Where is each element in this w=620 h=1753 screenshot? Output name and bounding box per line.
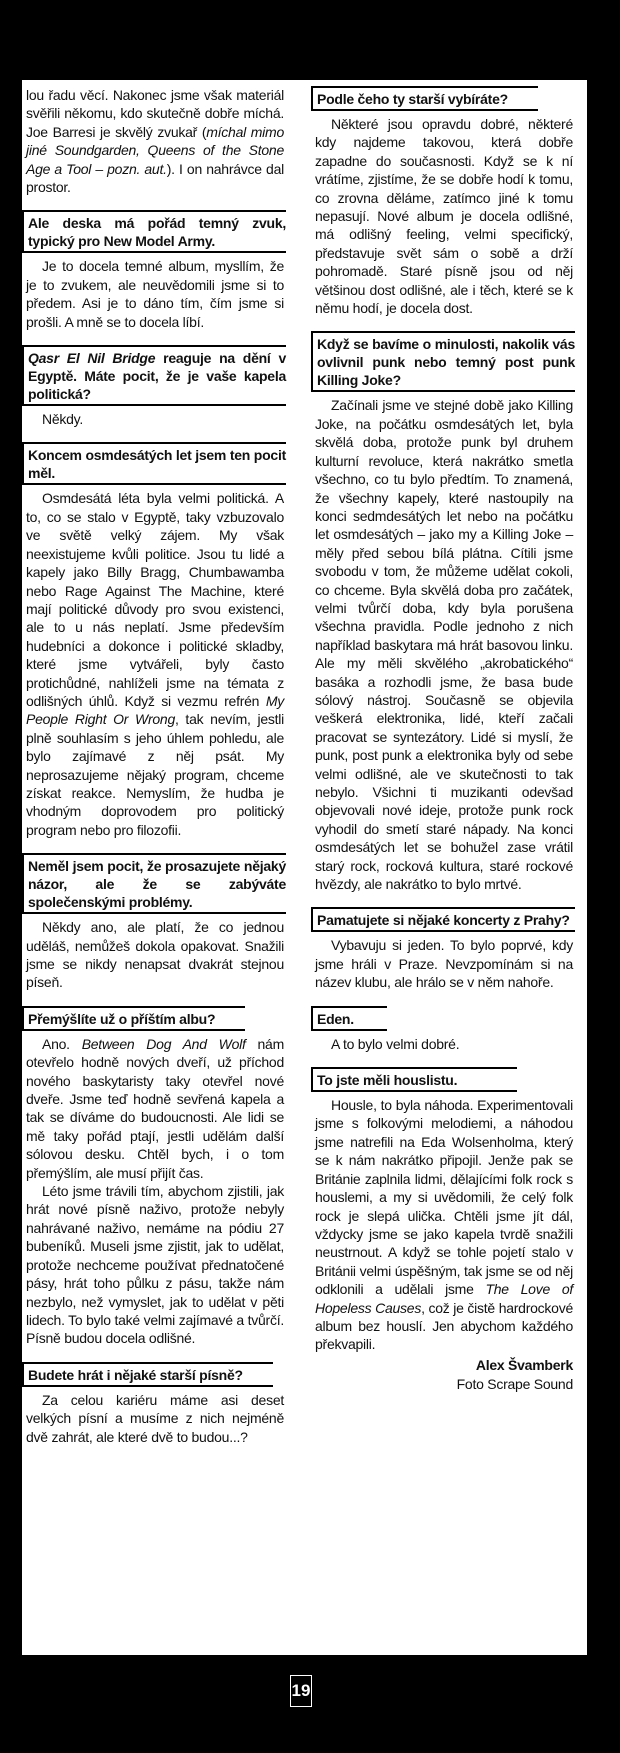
question-box: Přemýšlíte už o příštím albu?: [22, 1006, 245, 1031]
answer-paragraph: Vybavuju si jeden. To bylo poprvé, kdy jsme hráli v Praze. Nevzpomínám si na název klubu, ale hrálo se v něm nahoře.: [315, 937, 573, 991]
question-box: Pamatujete si nějaké koncerty z Prahy?: [311, 907, 575, 932]
intro-paragraph: [26, 86, 284, 196]
answer-paragraph: Za celou kariéru máme asi deset velkých písní a musíme z nich nejméně dvě zahrát, ale které dvě to budou...?: [26, 1391, 284, 1445]
answer-paragraph: Je to docela temné album, mysllím, že je to zvukem, ale neuvědomili jsme si to předem. Asi je to dáno tím, čím jsme si prošli. A mně se to docela líbí.: [26, 258, 284, 330]
answer-text-3: , tak nevím, jestli plně souhlasím s jeho úhlem pohledu, ale bylo zajímavé z něj psát. My neprosazujeme nějaký program, chceme získat reakce. Nemyslím, že hudba je vhodným doprovodem pro politický program nebo pro filozofii.: [26, 711, 284, 838]
answer-paragraph: A to bylo velmi dobré.: [331, 1035, 460, 1052]
answer-text-3: , což je čistě hardrockové album bez houslí. Jen abychom každého překvapili.: [315, 1299, 573, 1353]
intro-text-3: ). I on nahrávce dal prostor.: [26, 160, 284, 196]
magazine-page: [22, 80, 587, 1655]
answer-text-1: Ano.: [42, 1035, 82, 1052]
answer-paragraph: Léto jsme trávili tím, abychom zjistili, jak hrát nové písně naživo, protože nebyly nahrávané naživo, nemáme na pódiu 27 bubeníků. Museli jsme zjistit, jak to udělat, protože nechceme používat přednatočené pásy, hrát toho půlku z pásu, takže nám nezbylo, než vymyslet, jak to udělat v pěti lidech. To bylo také velmi zajímavé a tvůrčí. Písně budou docela odlišné.: [26, 1183, 284, 1347]
author-name: Alex Švamberk: [475, 1356, 573, 1373]
answer-paragraph: Někdy.: [42, 411, 84, 428]
answer-text-1: Osmdesátá léta byla velmi politická. A to, co se stalo v Egyptě, taky vzbuzovalo ve světě velký zájem. My však neexistujeme kvůli politice. Jsou tu lidé a kapely jako Billy Bragg, Chumbawamba nebo Rage Against The Machine, které mají politické důvody pro svou existenci, ale to u nás neplatí. Jsme především hudebníci a dokonce i politické skladby, které jsme vytvářeli, byly často protichůdné, nahlíželi jsme na témata z odlišných úhlů. Když si vezmu refrén: [26, 490, 284, 709]
right-column: [315, 86, 573, 1394]
photo-credit: Foto Scrape Sound: [456, 1375, 573, 1392]
left-column: [26, 86, 284, 1446]
question-box: Podle čeho ty starší vybíráte?: [311, 86, 538, 111]
answer-paragraph: [26, 489, 284, 839]
question-italic-title: Qasr El Nil Bridge: [28, 350, 156, 367]
question-box: Budete hrát i nějaké starší písně?: [22, 1362, 273, 1387]
question-box: Eden.: [311, 1006, 387, 1031]
answer-text-3: nám otevřelo hodně nových dveří, už příchod nového baskytaristy taky otevřel nové dveře. Jsme teď hodně sevřená kapela a tak se díváme do budoucnosti. Ale lidi se mě taky pořád ptají, jestli udělám další sólovou desku. Chtěl bych, i o tom přemýšlím, ale musí přijít čas.: [26, 1035, 284, 1181]
answer-text-1: Housle, to byla náhoda. Experimentovali jsme s folkovými melodiemi, a náhodou jsme natrefili na Eda Wolsenholma, který se k nám nakrátko připojil. Jenže pak se Británie zaplnila lidmi, dělajícími folk rock s houslemi, a my si uvědomili, že celý folk rock je slepá ulička. Chtěli jsme jít dál, vždycky jsme se jako kapela tvrdě snažili neustrnout. A když se tohle pojetí stalo v Británii velmi úspěšným, tak jsme se od něj odklonili a udělali jsme: [315, 1097, 573, 1298]
question-box: Když se bavíme o minulosti, nakolik vás ovlivnil punk nebo temný post punk Killing Joke?: [311, 331, 575, 392]
question-box: [22, 345, 286, 406]
answer-paragraph: [26, 1035, 284, 1182]
answer-paragraph: Začínali jsme ve stejné době jako Killing Joke, na počátku osmdesátých let, byla skvělá doba, protože punk byl druhem kulturní revoluce, která nakrátko smetla všechno, co tu bylo předtím. To znamená, že všechny kapely, které nastoupily na konci sedmdesátých let nebo na počátku let osmdesátých – jako my a Killing Joke – měly před sebou bílá plátna. Cítili jsme svobodu v tom, že můžeme udělat cokoli, co chceme. Byla skvělá doba pro začátek, velmi tvůrčí doba, kdy byla porušena všechna pravidla. Podle jednoho z nich například baskytara má hrát basovou linku. Ale my měli skvělého „akrobatického“ basáka a rozhodli jsme, že basa bude sólový nástroj. Současně se objevila veškerá elektronika, lidé, kteří začali pracovat se syntezátory. Lidé si myslí, že punk, post punk a elektronika byly od sebe velmi odlišné, ale ve skutečnosti to tak nebylo. Všichni ti muzikanti odevšad objevovali nové ideje, protože punk rock vyhodil do smetí staré nápady. Na konci osmdesátých let se bohužel zase vrátil starý rock, rocková kultura, staré rockové hvězdy, ale nakrátko to bylo mrtvé.: [315, 397, 573, 893]
article-credits: [315, 1356, 573, 1394]
answer-paragraph: [315, 1096, 573, 1354]
answer-text-italic: Between Dog And Wolf: [81, 1035, 246, 1052]
answer-paragraph: Některé jsou opravdu dobré, některé kdy najdeme takovou, která dobře zapadne do současnosti. Když se k ní vrátíme, zjistíme, že se dobře hodí k tomu, co zrovna děláme, zatímco jiné k tomu nepasují. Nové album je docela odlišné, má odlišný feeling, velmi specifický, představuje svět sám o sobě a drží pohromadě. Staré písně jsou od něj většinou dost odlišné, ale i těch, které se k němu hodí, je docela dost.: [315, 116, 573, 317]
question-box: To jste měli houslistu.: [311, 1067, 517, 1092]
answer-paragraph: Někdy ano, ale platí, že co jednou uděláš, nemůžeš dokola opakovat. Snažili jsme se nikdy nenapsat dvakrát stejnou píseň.: [26, 919, 284, 991]
question-box: Neměl jsem pocit, že prosazujete nějaký názor, ale že se zabýváte společenskými problémy.: [22, 853, 286, 914]
question-text: reaguje na dění v Egyptě. Máte pocit, že je vaše kapela politická?: [28, 350, 286, 403]
intro-text-italic: míchal mimo jiné Soundgarden, Queens of the Stone Age a Tool – pozn. aut.: [26, 123, 284, 177]
answer-text-italic: My People Right Or Wrong: [26, 692, 284, 728]
question-box: Ale deska má pořád temný zvuk, typický pro New Model Army.: [22, 210, 286, 253]
intro-text-1: lou řadu věcí. Nakonec jsme však materiál svěřili někomu, kdo skutečně dobře míchá. Joe Barresi je skvělý zvukař (: [26, 87, 284, 140]
page-number: 19: [290, 1675, 312, 1707]
question-box: Koncem osmdesátých let jsem ten pocit měl.: [22, 442, 286, 485]
answer-text-italic: The Love of Hopeless Causes: [315, 1281, 574, 1316]
